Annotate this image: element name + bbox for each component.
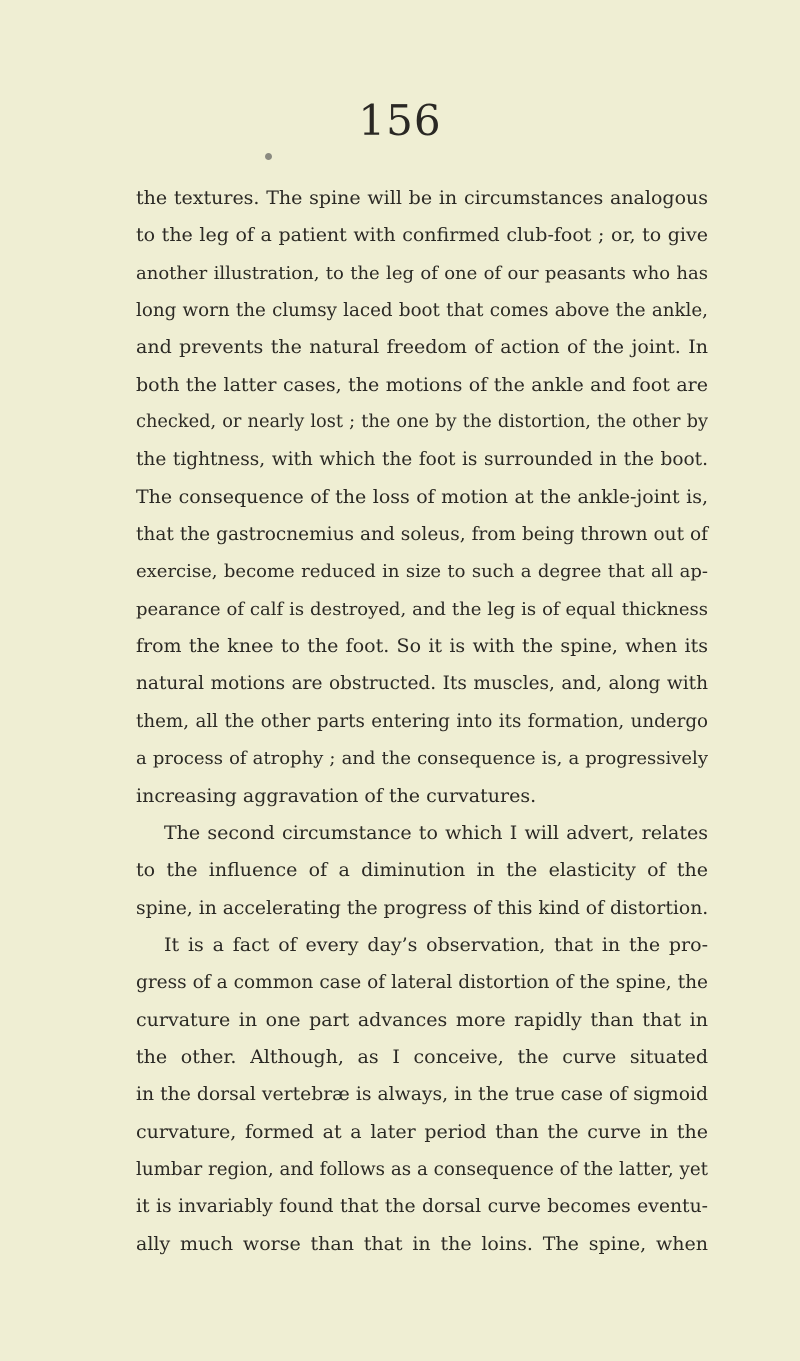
text-line: that the gastrocnemius and soleus, from being thrown out of <box>136 524 708 546</box>
text-line: in the dorsal vertebræ is always, in the true case of sigmoid <box>136 1084 708 1106</box>
text-line: a process of atrophy ; and the consequence is, a progressively <box>136 748 708 770</box>
text-line: The consequence of the loss of motion at the ankle-joint is, <box>136 485 708 508</box>
text-line: to the leg of a patient with confirmed club-foot ; or, to give <box>136 224 708 247</box>
text-line: long worn the clumsy laced boot that comes above the ankle, <box>136 300 708 322</box>
text-line: and prevents the natural freedom of action of the joint. In <box>136 336 708 359</box>
text-line: pearance of calf is destroyed, and the leg is of equal thickness <box>136 598 708 620</box>
print-speck <box>265 153 272 160</box>
text-line: spine, in accelerating the progress of this kind of distortion. <box>136 897 709 919</box>
text-line: curvature, formed at a later period than the curve in the <box>136 1120 708 1143</box>
text-line: curvature in one part advances more rapidly than that in <box>136 1008 708 1031</box>
text-line: gress of a common case of lateral distortion of the spine, the <box>136 972 708 994</box>
text-line: the textures. The spine will be in circumstances analogous <box>136 187 708 209</box>
body-text <box>136 180 708 1263</box>
page-number: 156 <box>358 96 442 145</box>
text-line: them, all the other parts entering into its formation, undergo <box>136 710 708 732</box>
text-line: it is invariably found that the dorsal curve becomes eventu- <box>136 1196 708 1218</box>
text-line: natural motions are obstructed. Its muscles, and, along with <box>136 673 708 695</box>
text-line: It is a fact of every day’s observation, that in the pro- <box>164 933 708 956</box>
text-line: to the influence of a diminution in the elasticity of the <box>136 859 708 882</box>
text-line: the other. Although, as I conceive, the curve situated <box>136 1045 708 1068</box>
text-line: ally much worse than that in the loins. The spine, when <box>136 1232 708 1255</box>
text-line: from the knee to the foot. So it is with the spine, when its <box>136 635 708 658</box>
text-line: The second circumstance to which I will advert, relates <box>164 821 708 844</box>
text-line: another illustration, to the leg of one of our peasants who has <box>136 262 708 284</box>
text-line: the tightness, with which the foot is surrounded in the boot. <box>136 449 708 471</box>
text-line: lumbar region, and follows as a consequence of the latter, yet <box>136 1158 708 1180</box>
text-line: checked, or nearly lost ; the one by the distortion, the other by <box>136 412 708 433</box>
text-line: exercise, become reduced in size to such a degree that all ap- <box>136 561 708 583</box>
text-line: both the latter cases, the motions of the ankle and foot are <box>136 373 708 396</box>
text-line: increasing aggravation of the curvatures. <box>136 784 537 807</box>
